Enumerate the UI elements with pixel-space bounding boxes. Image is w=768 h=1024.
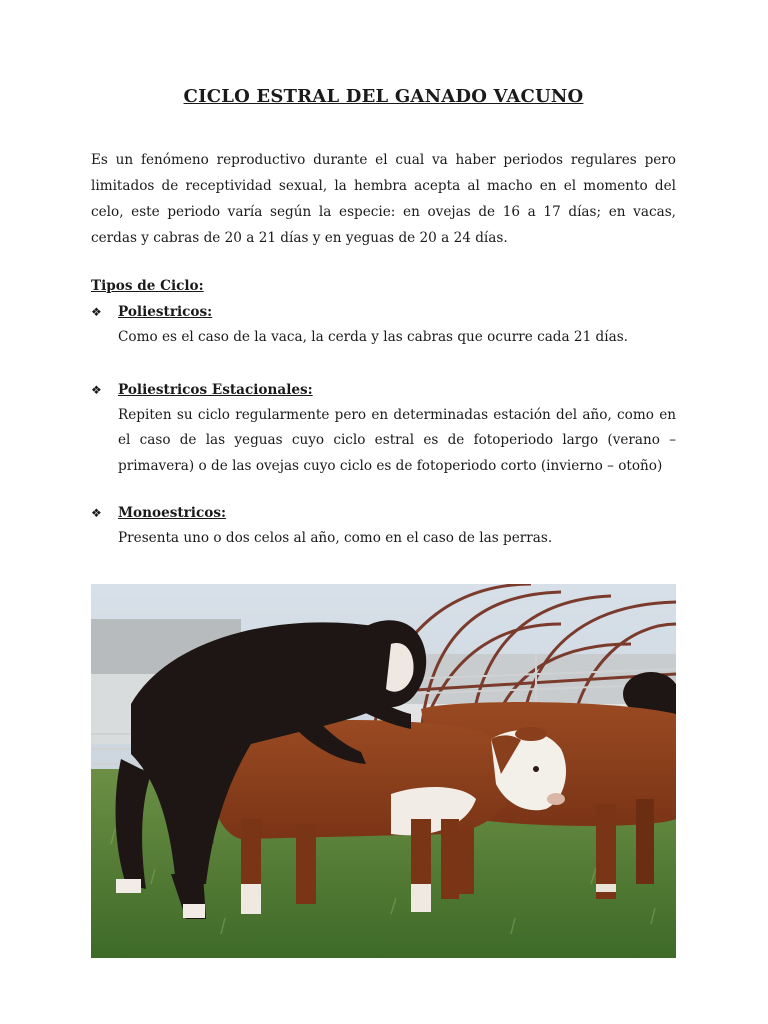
item-text: Repiten su ciclo regularmente pero en determinadas estación del año, como en el caso de las yeguas cuyo ciclo estral es de fotoperiodo largo (verano – primavera) o de las ovejas cuyo ciclo es de fotoperiodo corto (invierno – otoño)	[118, 406, 676, 474]
diamond-bullet-icon: ❖	[91, 305, 102, 319]
list-item-poliestricos	[91, 299, 676, 351]
list-item-poliestricos-estacionales	[91, 377, 676, 480]
item-title: Poliestricos Estacionales:	[118, 381, 313, 398]
list-item-monoestricos	[91, 500, 676, 552]
item-title: Poliestricos:	[118, 304, 213, 320]
item-text: Presenta uno o dos celos al año, como en el caso de las perras.	[118, 530, 553, 546]
diamond-bullet-icon: ❖	[91, 506, 102, 520]
diamond-bullet-icon: ❖	[91, 382, 102, 397]
page-title: CICLO ESTRAL DEL GANADO VACUNO	[183, 86, 584, 107]
item-text: Como es el caso de la vaca, la cerda y las cabras que ocurre cada 21 días.	[118, 329, 628, 345]
cattle-photo	[91, 584, 676, 958]
types-heading: Tipos de Ciclo:	[91, 278, 204, 294]
document-page	[91, 86, 676, 552]
item-title: Monoestricos:	[118, 505, 226, 521]
intro-paragraph: Es un fenómeno reproductivo durante el cual va haber periodos regulares pero limitados de receptividad sexual, la hembra acepta al macho en el momento del celo, este periodo varía según la especie: en ovejas de 16 a 17 días; en vacas, cerdas y cabras de 20 a 21 días y en yeguas de 20 a 24 días.	[91, 152, 676, 246]
